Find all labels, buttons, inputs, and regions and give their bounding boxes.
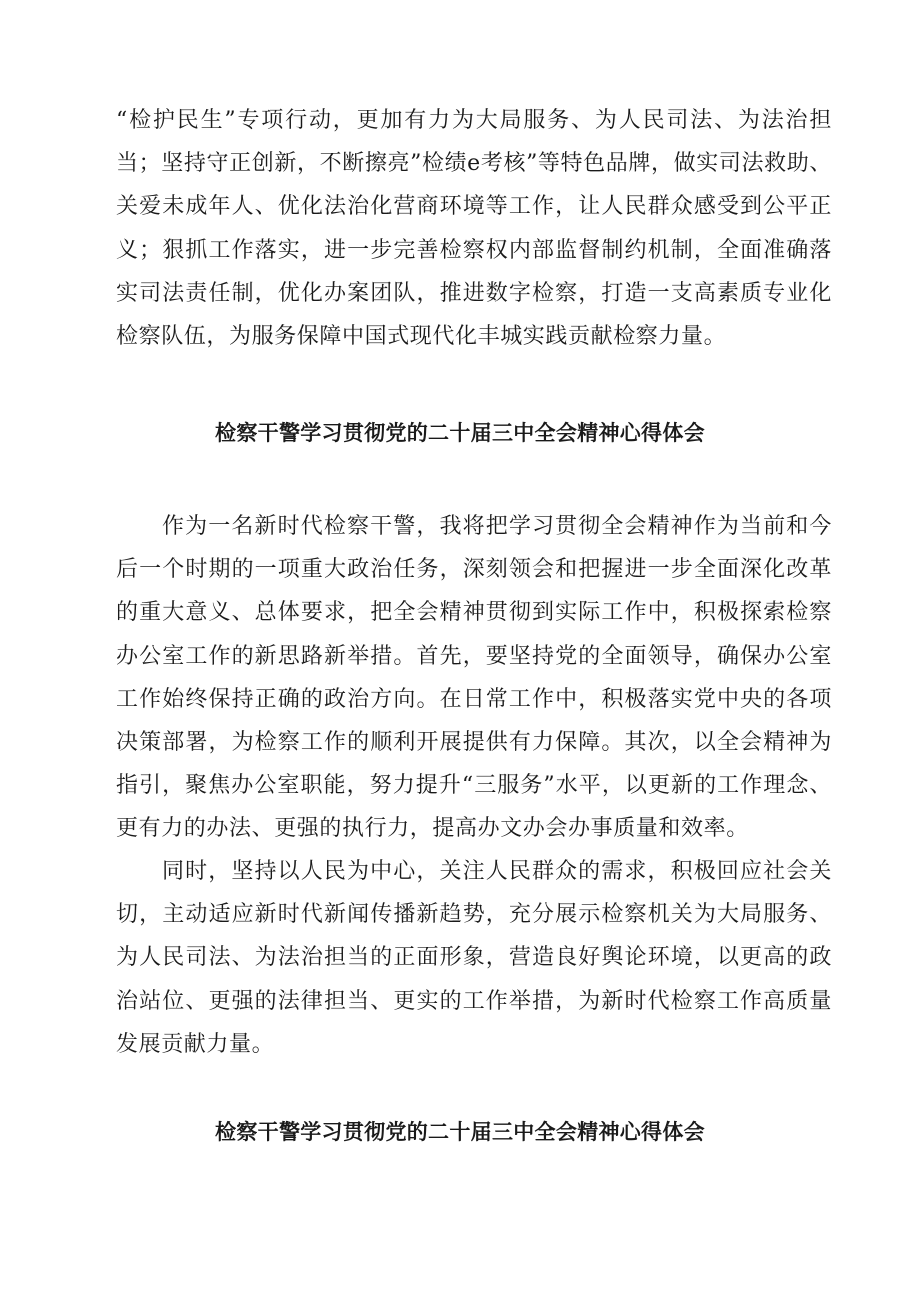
section-title: 检察干警学习贯彻党的二十届三中全会精神心得体会 [215, 421, 705, 445]
body-paragraph: 作为一名新时代检察干警，我将把学习贯彻全会精神作为当前和今后一个时期的一项重大政治任务，深刻领会和把握进一步全面深化改革的重大意义、总体要求，把全会精神贯彻到实际工作中，积极探索检察办公室工作的新思路新举措。首先，要坚持党的全面领导，确保办公室工作始终保持正确的政治方向。在日常工作中，积极落实党中央的各项决策部署，为检察工作的顺利开展提供有力保障。其次，以全会精神为指引，聚焦办公室职能，努力提升“三服务”水平，以更新的工作理念、更有力的办法、更强的执行力，提高办文办会办事质量和效率。 [116, 514, 832, 842]
section-title: 检察干警学习贯彻党的二十届三中全会精神心得体会 [215, 1120, 705, 1144]
continuation-paragraph: “检护民生”专项行动，更加有力为大局服务、为人民司法、为法治担当；坚持守正创新，不断擦亮”检绩e考核”等特色品牌，做实司法救助、关爱未成年人、优化法治化营商环境等工作，让人民群众感受到公平正义；狠抓工作落实，进一步完善检察权内部监督制约机制，全面准确落实司法责任制，优化办案团队，推进数字检察，打造一支高素质专业化检察队伍，为服务保障中国式现代化丰城实践贡献检察力量。 [116, 108, 832, 350]
body-paragraph: 同时，坚持以人民为中心，关注人民群众的需求，积极回应社会关切，主动适应新时代新闻传播新趋势，充分展示检察机关为大局服务、为人民司法、为法治担当的正面形象，营造良好舆论环境，以更高的政治站位、更强的法律担当、更实的工作举措，为新时代检察工作高质量发展贡献力量。 [116, 859, 832, 1057]
